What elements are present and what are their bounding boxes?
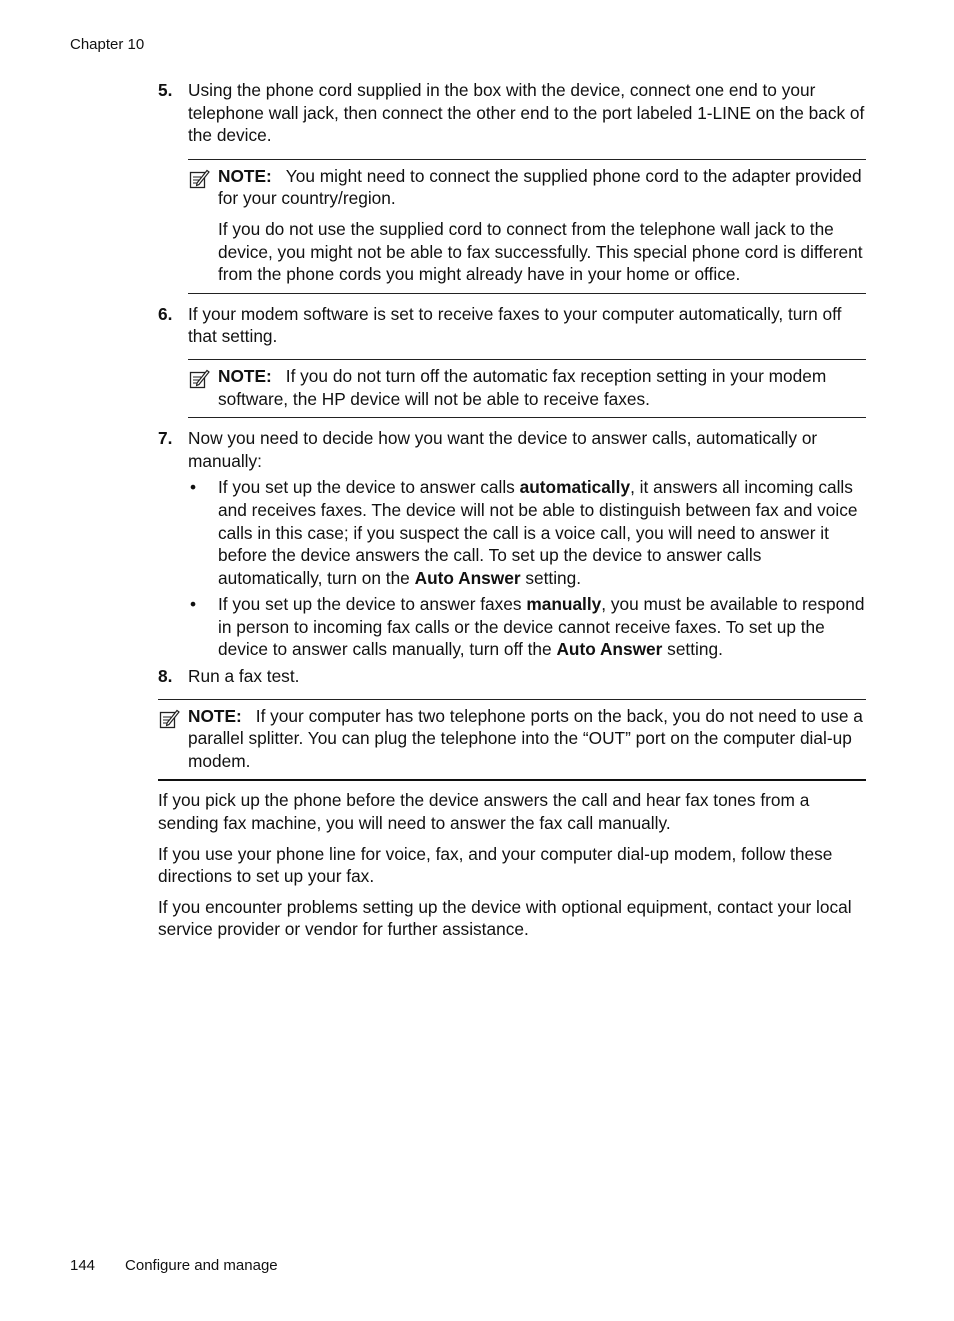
step-6 (158, 303, 866, 418)
note-text: You might need to connect the supplied phone cord to the adapter provided for your country/region. (218, 165, 862, 209)
bullet-text: setting. (520, 567, 582, 588)
step-text: If your modem software is set to receive faxes to your computer automatically, turn off that setting. (188, 303, 842, 347)
step-5 (158, 79, 866, 294)
bullet-text: setting. (662, 639, 723, 660)
step-text: Now you need to decide how you want the device to answer calls, automatically or manually: (188, 428, 818, 471)
note-label: NOTE: (218, 165, 272, 186)
chapter-header: Chapter 10 (70, 36, 145, 53)
bullet-text: , it answers all incoming calls and receives faxes. The device will not be able to distinguish between fax and voice calls in this case; if you suspect the call is a voice call, you will need to answer it before the device answers the call. To set up the device to answer calls automatically, turn on the (218, 477, 858, 588)
step-8 (158, 665, 866, 688)
note-box (158, 699, 866, 782)
bullet-text: If you set up the device to answer faxes (218, 594, 527, 615)
bullet-list (188, 476, 866, 661)
bullet-text: If you set up the device to answer calls (218, 477, 520, 498)
step-number: 6. (158, 303, 173, 324)
footer-section-title: Configure and manage (125, 1257, 278, 1274)
note-icon (158, 705, 188, 773)
step-7 (158, 427, 866, 661)
bullet-bold-term: Auto Answer (414, 567, 521, 588)
page-content (158, 79, 866, 941)
step-text: Run a fax test. (188, 666, 300, 687)
note-extra-text: If you do not use the supplied cord to connect from the telephone wall jack to the device, you might not be able to fax successfully. This special phone cord is different from the phone cords you might already have in your home or office. (218, 218, 863, 285)
list-item (188, 476, 866, 589)
step-text: Using the phone cord supplied in the box with the device, connect one end to your telephone wall jack, then connect the other end to the port labeled 1-LINE on the back of the device. (188, 80, 865, 146)
note-text: If you do not turn off the automatic fax reception setting in your modem software, the HP device will not be able to receive faxes. (218, 365, 827, 409)
bullet-bold-term: manually (526, 594, 602, 615)
note-box (188, 159, 866, 294)
bullet-text: , you must be available to respond in person to incoming fax calls or the device cannot receive faxes. To set up the device to answer calls manually, turn off the (218, 594, 865, 660)
bullet-bold-term: Auto Answer (556, 639, 663, 660)
note-box (188, 359, 866, 418)
bullet-marker: • (190, 477, 197, 498)
body-paragraph: If you use your phone line for voice, fax, and your computer dial-up modem, follow these directions to set up your fax. (158, 843, 833, 887)
note-icon (188, 165, 218, 286)
step-number: 8. (158, 666, 173, 687)
note-text: If your computer has two telephone ports on the back, you do not need to use a parallel splitter. You can plug the telephone into the “OUT” port on the computer dial-up modem. (188, 705, 863, 771)
note-label: NOTE: (188, 705, 242, 726)
step-number: 5. (158, 80, 173, 100)
page-footer (70, 1257, 278, 1274)
page-number: 144 (70, 1257, 96, 1274)
list-item (188, 593, 866, 661)
step-number: 7. (158, 428, 173, 449)
note-icon (188, 365, 218, 410)
note-label: NOTE: (218, 365, 272, 386)
body-paragraph: If you encounter problems setting up the device with optional equipment, contact your local service provider or vendor for further assistance. (158, 896, 852, 940)
bullet-marker: • (190, 594, 197, 615)
bullet-bold-term: automatically (519, 477, 631, 498)
body-paragraph: If you pick up the phone before the device answers the call and hear fax tones from a sending fax machine, you will need to answer the fax call manually. (158, 790, 810, 834)
